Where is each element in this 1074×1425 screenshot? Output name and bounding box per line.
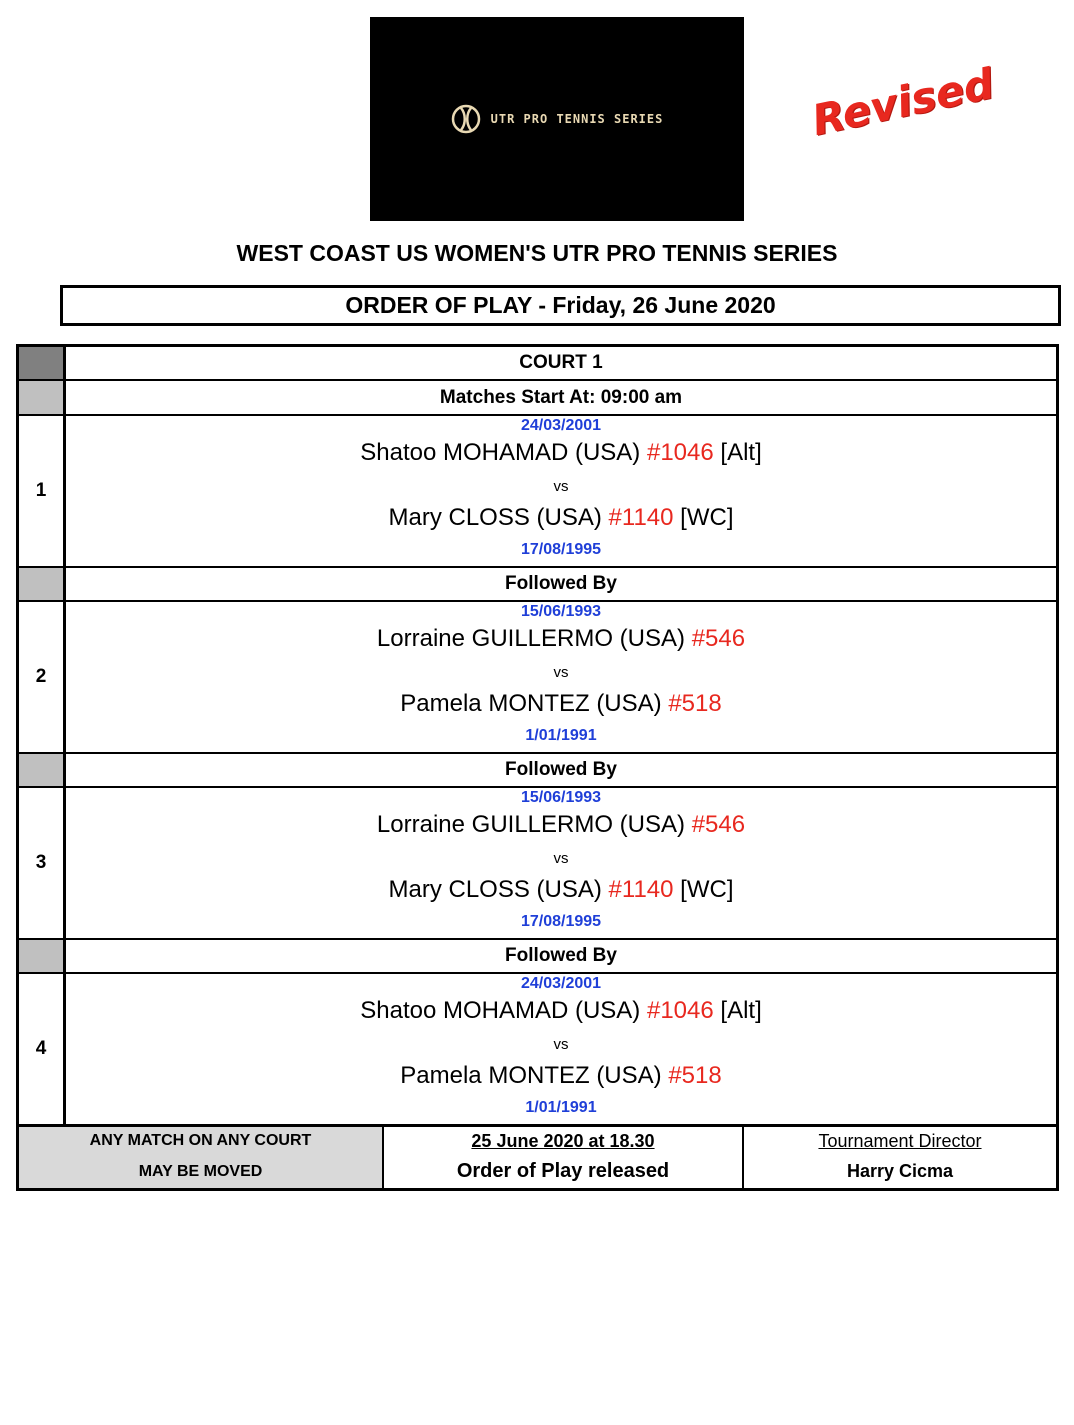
- player1-rank: #1046: [646, 997, 714, 1024]
- schedule-table: [16, 344, 1059, 1425]
- followed-by-marker: [19, 754, 66, 786]
- logo-text: UTR PRO TENNIS SERIES: [490, 112, 664, 126]
- followed-by-label: Followed By: [505, 573, 617, 594]
- player1-name: Shatoo MOHAMAD (USA): [360, 997, 641, 1024]
- start-time-marker: [19, 381, 66, 414]
- player1-tag: [Alt]: [720, 439, 762, 466]
- match-row: [16, 414, 1059, 566]
- player1-rank: #1046: [646, 439, 714, 466]
- followed-by-marker: [19, 940, 66, 972]
- director-info: [744, 1127, 1056, 1188]
- match-details: [66, 974, 1056, 1124]
- player1: [66, 811, 1056, 839]
- tournament-logo: [370, 17, 744, 221]
- move-notice-line2: MAY BE MOVED: [138, 1163, 263, 1180]
- court-marker: [19, 347, 66, 379]
- release-date: 25 June 2020 at 18.30: [471, 1131, 655, 1151]
- release-label: Order of Play released: [456, 1160, 670, 1182]
- tennis-ball-icon: [451, 104, 481, 134]
- match-number: 1: [19, 416, 66, 566]
- match-details: [66, 788, 1056, 938]
- court-name: COURT 1: [519, 352, 603, 373]
- match-details: [66, 602, 1056, 752]
- player1-dob: 15/06/1993: [520, 789, 602, 806]
- player2-dob: 1/01/1991: [525, 1099, 597, 1116]
- match-row: [16, 972, 1059, 1124]
- player2-rank: #1140: [608, 504, 674, 531]
- player2: [66, 504, 1056, 532]
- player2-rank: #1140: [608, 876, 674, 903]
- player2: [66, 876, 1056, 904]
- followed-by-marker: [19, 568, 66, 600]
- move-notice-line1: ANY MATCH ON ANY COURT: [89, 1132, 312, 1149]
- match-number: 3: [19, 788, 66, 938]
- vs-label: vs: [553, 850, 569, 867]
- director-name: Harry Cicma: [846, 1161, 954, 1181]
- player2: [66, 1062, 1056, 1090]
- player1-name: Lorraine GUILLERMO (USA): [376, 811, 686, 838]
- player1: [66, 625, 1056, 653]
- page-title: WEST COAST US WOMEN'S UTR PRO TENNIS SERIES: [236, 240, 838, 266]
- player2-tag: [WC]: [680, 504, 734, 531]
- director-label: Tournament Director: [818, 1131, 982, 1151]
- court-row: [16, 344, 1059, 379]
- player1: [66, 439, 1056, 467]
- match-number: 4: [19, 974, 66, 1124]
- footer: [16, 1124, 1059, 1191]
- player2-name: Mary CLOSS (USA): [388, 504, 602, 531]
- start-time-row: [16, 379, 1059, 414]
- revised-stamp: Revised: [807, 58, 999, 146]
- followed-by-row: [16, 938, 1059, 972]
- move-notice: [19, 1127, 384, 1188]
- match-row: [16, 786, 1059, 938]
- player1: [66, 997, 1056, 1025]
- vs-label: vs: [553, 664, 569, 681]
- player2-rank: #518: [668, 690, 722, 717]
- player2-tag: [WC]: [680, 876, 734, 903]
- player2-rank: #518: [668, 1062, 722, 1089]
- followed-by-row: [16, 752, 1059, 786]
- player2-dob: 17/08/1995: [520, 541, 602, 558]
- player2-name: Pamela MONTEZ (USA): [400, 690, 662, 717]
- player2-dob: 17/08/1995: [520, 913, 602, 930]
- player1-rank: #546: [691, 811, 746, 838]
- start-time: Matches Start At: 09:00 am: [439, 386, 683, 408]
- vs-label: vs: [553, 1036, 569, 1053]
- release-info: [384, 1127, 744, 1188]
- order-of-play-header: ORDER OF PLAY - Friday, 26 June 2020: [60, 285, 1061, 326]
- player2-name: Mary CLOSS (USA): [388, 876, 602, 903]
- player1-tag: [Alt]: [720, 997, 762, 1024]
- followed-by-label: Followed By: [505, 759, 617, 780]
- player1-dob: 24/03/2001: [520, 417, 602, 434]
- player2-dob: 1/01/1991: [525, 727, 597, 744]
- followed-by-row: [16, 566, 1059, 600]
- player1-rank: #546: [691, 625, 746, 652]
- match-number: 2: [19, 602, 66, 752]
- player1-dob: 24/03/2001: [520, 975, 602, 992]
- player1-dob: 15/06/1993: [520, 603, 602, 620]
- followed-by-label: Followed By: [505, 945, 617, 966]
- match-details: [66, 416, 1056, 566]
- player2: [66, 690, 1056, 718]
- vs-label: vs: [553, 478, 569, 495]
- player2-name: Pamela MONTEZ (USA): [400, 1062, 662, 1089]
- player1-name: Shatoo MOHAMAD (USA): [360, 439, 641, 466]
- match-row: [16, 600, 1059, 752]
- player1-name: Lorraine GUILLERMO (USA): [376, 625, 686, 652]
